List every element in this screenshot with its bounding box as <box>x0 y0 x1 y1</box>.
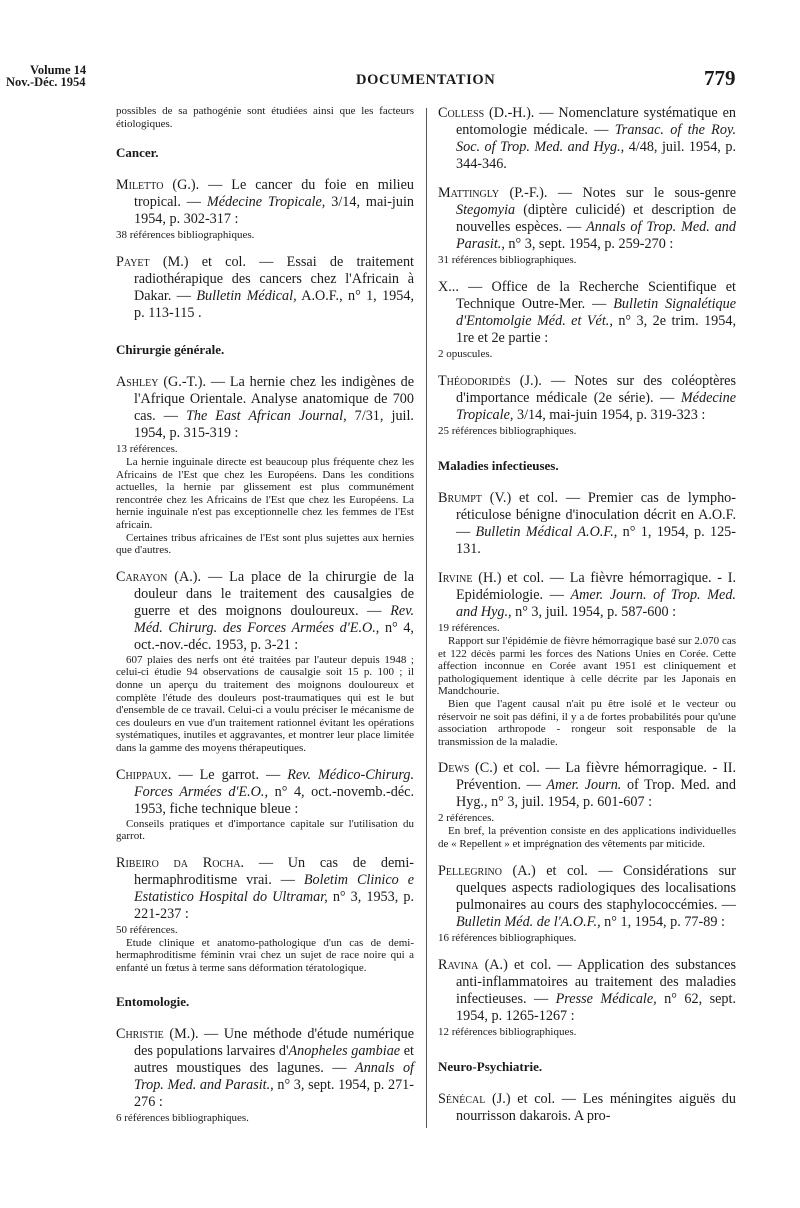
bib-entry: Irvine (H.) et col. — La fièvre hémorragique. - I. Epidémiologie. — Amer. Journ. of Trop. Med. and Hyg., n° 3, juil. 1954, p. 587-600 : <box>438 570 736 620</box>
entry-genus: Stegomyia <box>456 202 516 218</box>
entry-journal: Bulletin Signalétique d'Entomolgie Méd. et Vét., <box>456 296 737 329</box>
section-heading-maladies: Maladies infectieuses. <box>438 458 559 473</box>
entry-journal: Bulletin Médical A.O.F., <box>475 524 618 540</box>
entry-journal: Annals of Trop. Med. and Parasit., <box>456 219 736 252</box>
entry-journal: Médecine Tropicale, <box>456 390 736 423</box>
entry-references: 16 références bibliographiques. <box>438 931 577 944</box>
entry-author: Miletto <box>116 177 164 193</box>
entry-journal: Presse Médicale, <box>555 990 657 1007</box>
entry-abstract: Etude clinique et anatomo-pathologique d'un cas de demi-hermaphroditisme féminin vrai chez un sujet de race noire qui a enfanté un fœtus à terme sans déformation tératologique. <box>116 936 414 974</box>
entry-author: Irvine <box>438 570 473 586</box>
entry-journal: Amer. Journ. of Trop. Med. and Hyg., <box>456 587 736 620</box>
entry-references: 2 opuscules. <box>438 348 493 360</box>
section-heading-cancer: Cancer. <box>116 145 159 160</box>
bib-entry: Payet (M.) et col. — Essai de traitement radiothérapique des cancers chez l'Africain à Dakar. — Bulletin Médical, A.O.F., n° 1, 1954, p. 113-115 . <box>116 254 415 321</box>
entry-author: Théodoridès <box>438 373 511 389</box>
entry-journal: Rev. Médico-Chirurg. Forces Armées d'E.O., <box>134 766 414 800</box>
entry-references: 25 références bibliographiques. <box>438 425 577 437</box>
entry-author: Sénécal <box>438 1090 486 1107</box>
section-heading-neuro: Neuro-Psychiatrie. <box>438 1058 543 1074</box>
entry-author: Ribeiro da Rocha <box>116 854 241 871</box>
bib-entry: Brumpt (V.) et col. — Premier cas de lympho-réticulose bénigne d'inoculation décrit en A.O.F. — Bulletin Médical A.O.F., n° 1, 1954, p. 125-131. <box>438 490 736 557</box>
entry-journal: Amer. Journ. <box>546 777 622 794</box>
bib-entry: Ravina (A.) et col. — Application des substances anti-inflammatoires au traitement des maladies infectieuses. — Presse Médicale, n° 62, sept. 1954, p. 1265-1267 : <box>438 956 737 1024</box>
issue-date: Nov.-Déc. 1954 <box>6 75 86 89</box>
column-divider <box>426 108 427 1128</box>
entry-references: 12 références bibliographiques. <box>438 1025 577 1038</box>
entry-abstract: 607 plaies des nerfs ont été traitées par l'auteur depuis 1948 ; celui-ci étudie 94 observations de causalgie soit 15 p. 100 ; il donne un aperçu du traitement des moignons douloureux et complète l'étude des douleurs post-traumatiques qui est le but d'ensemble de ce travail. Celui-ci a voulu préciser le mécanisme de ces douleurs en vue d'un traitement rationnel évitant les opérations systématiques, inutiles et aggravantes, et montrer leur place limitée dans la gamme des moyens thérapeutiques. <box>116 653 414 754</box>
bib-entry: X... — Office de la Recherche Scientifique et Technique Outre-Mer. — Bulletin Signalétique d'Entomolgie Méd. et Vét., n° 3, 2e trim. 1954, 1re et 2e partie : <box>438 279 737 346</box>
entry-species: Anopheles gambiae <box>288 1043 401 1060</box>
entry-author: Dews <box>438 760 470 777</box>
bib-entry: Chippaux. — Le garrot. — Rev. Médico-Chirurg. Forces Armées d'E.O., n° 4, oct.-novemb.-déc. 1953, fiche technique bleue : <box>116 766 414 817</box>
bib-entry: Pellegrino (A.) et col. — Considérations sur quelques aspects radiologiques des localisations pulmonaires au cours des staphylococcémies. — Bulletin Méd. de l'A.O.F., n° 1, 1954, p. 77-89 : <box>438 862 736 930</box>
entry-author: Pellegrino <box>438 862 502 879</box>
bib-entry: Théodoridès (J.). — Notes sur des coléoptères d'importance médicale (2e série). — Médecine Tropicale, 3/14, mai-juin 1954, p. 319-323 : <box>438 373 736 423</box>
entry-author: Payet <box>116 254 150 270</box>
entry-author: X... <box>438 279 459 295</box>
bib-entry: Mattingly (P.-F.). — Notes sur le sous-genre Stegomyia (diptère culicidé) et description de nouvelles espèces. — Annals of Trop. Med. and Parasit., n° 3, sept. 1954, p. 259-270 : <box>438 185 736 252</box>
left-column <box>116 105 414 1125</box>
entry-author: Christie <box>116 1026 164 1043</box>
entry-author: Carayon <box>116 568 168 585</box>
entry-references: 19 références. <box>438 622 500 634</box>
bib-entry: Sénécal (J.) et col. — Les méningites aiguës du nourrisson dakarois. A pro- <box>438 1090 736 1124</box>
entry-author: Chippaux <box>116 766 168 783</box>
entry-journal: Bulletin Méd. de l'A.O.F., <box>456 913 601 930</box>
entry-references: 2 références. <box>438 812 495 825</box>
entry-journal: Rev. Méd. Chirurg. des Forces Armées d'E.O., <box>134 602 414 636</box>
entry-journal: Annals of Trop. Med. and Parasit., <box>134 1060 415 1094</box>
entry-author: Brumpt <box>438 490 482 506</box>
entry-abstract: Bien que l'agent causal n'ait pu être isolé et le vecteur ou réservoir ne soit pas défini, il y a de fortes probabilités pour qu'une association arthropode - rongeur soit responsable de la transmission de la maladie. <box>438 697 736 748</box>
entry-author: Ravina <box>438 956 479 973</box>
entry-abstract: Certaines tribus africaines de l'Est sont plus sujettes aux hernies que d'autres. <box>116 531 414 557</box>
running-header-title: DOCUMENTATION <box>356 72 496 88</box>
entry-references: 13 références. <box>116 443 178 455</box>
entry-journal: Médecine Tropicale, <box>206 194 326 210</box>
right-column <box>438 105 736 1125</box>
bib-entry: Dews (C.) et col. — La fièvre hémorragique. - II. Prévention. — Amer. Journ. of Trop. Med. and Hyg., n° 3, juil. 1954, p. 601-607 : <box>438 760 736 811</box>
entry-author: Ashley <box>116 374 159 390</box>
entry-journal: Transac. of the Roy. Soc. of Trop. Med. and Hyg., <box>456 122 737 155</box>
volume-number: Volume 14 <box>30 63 87 77</box>
intro-text: possibles de sa pathogénie sont étudiées ainsi que les facteurs étiologiques. <box>116 105 414 130</box>
bib-entry: Miletto (G.). — Le cancer du foie en milieu tropical. — Médecine Tropicale, 3/14, mai-juin 1954, p. 302-317 : <box>116 177 414 227</box>
entry-abstract: La hernie inguinale directe est beaucoup plus fréquente chez les Africains de l'Est que chez les Européens. Dans les conditions actuelles, la hernie par glissement est plus communément rencontrée chez les Africains de l'Est que chez les Européens. La hernie inguinale n'est pas exceptionnelle chez les femmes de l'Est africain. <box>116 456 414 531</box>
entry-journal: The East African Journal, <box>185 408 347 424</box>
running-header-volume <box>6 64 86 88</box>
bib-entry: Colless (D.-H.). — Nomenclature systématique en entomologie médicale. — Transac. of the Roy. Soc. of Trop. Med. and Hyg., 4/48, juil. 1954, p. 344-346. <box>438 105 737 172</box>
section-heading-chirurgie: Chirurgie générale. <box>116 342 225 357</box>
bib-entry: Carayon (A.). — La place de la chirurgie de la douleur dans le traitement des causalgies de guerre et des moignons douloureux. — Rev. Méd. Chirurg. des Forces Armées d'E.O., n° 4, oct.-nov.-déc. 1953, p. 3-21 : <box>116 568 414 653</box>
entry-journal: Boletim Clinico e Estatistico Hospital do Ultramar, <box>134 871 414 905</box>
entry-abstract: Conseils pratiques et d'importance capitale sur l'utilisation du garrot. <box>116 817 414 843</box>
bib-entry: Ribeiro da Rocha. — Un cas de demi-hermaphroditisme vrai. — Boletim Clinico e Estatistico Hospital do Ultramar, n° 3, 1953, p. 221-237 : <box>116 854 414 922</box>
entry-references: 50 références. <box>116 923 178 936</box>
entry-references: 6 références bibliographiques. <box>116 1112 249 1125</box>
entry-abstract: Rapport sur l'épidémie de fièvre hémorragique basé sur 2.070 cas et 122 décès parmi les forces des Nations Unies en Corée. Cette affection inconnue en Corée avant 1951 est cliniquement et pathologiquement identique à celle décrite par les Japonais en Mandchourie. <box>438 635 736 698</box>
entry-references: 38 références bibliographiques. <box>116 229 255 241</box>
entry-references: 31 références bibliographiques. <box>438 254 577 266</box>
bib-entry: Christie (M.). — Une méthode d'étude numérique des populations larvaires d'Anopheles gambiae et autres moustiques des lagunes. — Annals of Trop. Med. and Parasit., n° 3, sept. 1954, p. 271-276 : <box>116 1026 415 1111</box>
entry-author: Colless <box>438 105 485 121</box>
entry-abstract: En bref, la prévention consiste en des applications individuelles de « Repellent » et imprégnation des vêtements par miticide. <box>438 825 736 850</box>
page-number: 779 <box>704 66 736 90</box>
bib-entry: Ashley (G.-T.). — La hernie chez les indigènes de l'Afrique Orientale. Analyse anatomique de 700 cas. — The East African Journal, 7/31, juil. 1954, p. 315-319 : <box>116 374 414 441</box>
section-heading-entomologie: Entomologie. <box>116 994 190 1010</box>
entry-journal: Bulletin Médical, <box>196 288 297 304</box>
entry-author: Mattingly <box>438 185 500 201</box>
